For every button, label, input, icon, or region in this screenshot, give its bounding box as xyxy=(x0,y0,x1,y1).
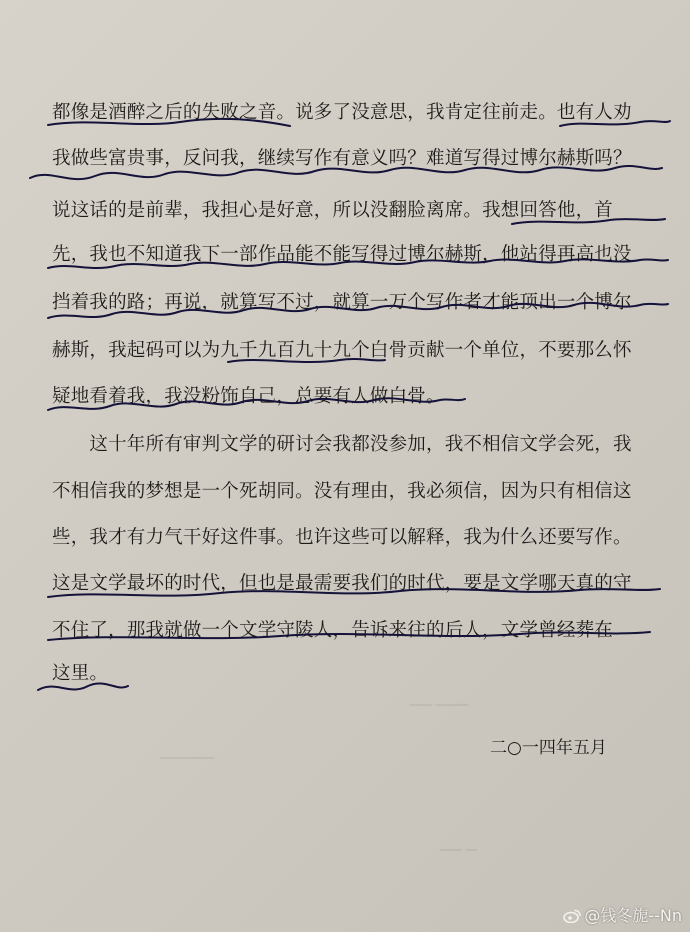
text-line-8: 这十年所有审判文学的研讨会我都没参加，我不相信文学会死，我 xyxy=(52,434,632,455)
text-line-10: 些，我才有力气干好这件事。也许这些可以解释，我为什么还要写作。 xyxy=(52,527,632,548)
text-line-11: 这是文学最坏的时代，但也是最需要我们的时代，要是文学哪天真的守 xyxy=(52,573,632,594)
text-line-13: 这里。 xyxy=(52,663,109,684)
bleed-through-mark: ▔▔ ▔▔▔ xyxy=(410,705,469,721)
text-line-7: 疑地看着我，我没粉饰自己，总要有人做白骨。 xyxy=(52,386,445,407)
weibo-watermark xyxy=(563,903,682,926)
text-line-12: 不住了，那我就做一个文学守陵人，告诉来往的后人，文学曾经葬在 xyxy=(52,620,614,641)
text-line-1: 都像是酒醉之后的失败之音。说多了没意思，我肯定往前走。也有人劝 xyxy=(52,102,632,123)
text-line-9: 不相信我的梦想是一个死胡同。没有理由，我必须信，因为只有相信这 xyxy=(52,481,632,502)
text-line-2: 我做些富贵事，反问我，继续写作有意义吗？难道写得过博尔赫斯吗？ xyxy=(52,148,632,169)
text-line-5: 挡着我的路；再说，就算写不过，就算一万个写作者才能顶出一个博尔 xyxy=(52,292,632,313)
bleed-through-mark: ▔▔ ▔ xyxy=(440,850,477,866)
date-signature: 二○一四年五月 xyxy=(490,738,607,758)
text-line-6: 赫斯，我起码可以为九千九百九十九个白骨贡献一个单位，不要那么怀 xyxy=(52,340,632,361)
watermark-text: @钱冬旎--Nn xyxy=(584,906,682,925)
bleed-through-mark: ▔▔▔▔▔ xyxy=(160,758,214,774)
text-line-3: 说这话的是前辈，我担心是好意，所以没翻脸离席。我想回答他，首 xyxy=(52,200,614,221)
weibo-logo-icon xyxy=(563,909,581,923)
text-line-4: 先，我也不知道我下一部作品能不能写得过博尔赫斯，他站得再高也没 xyxy=(52,244,632,265)
